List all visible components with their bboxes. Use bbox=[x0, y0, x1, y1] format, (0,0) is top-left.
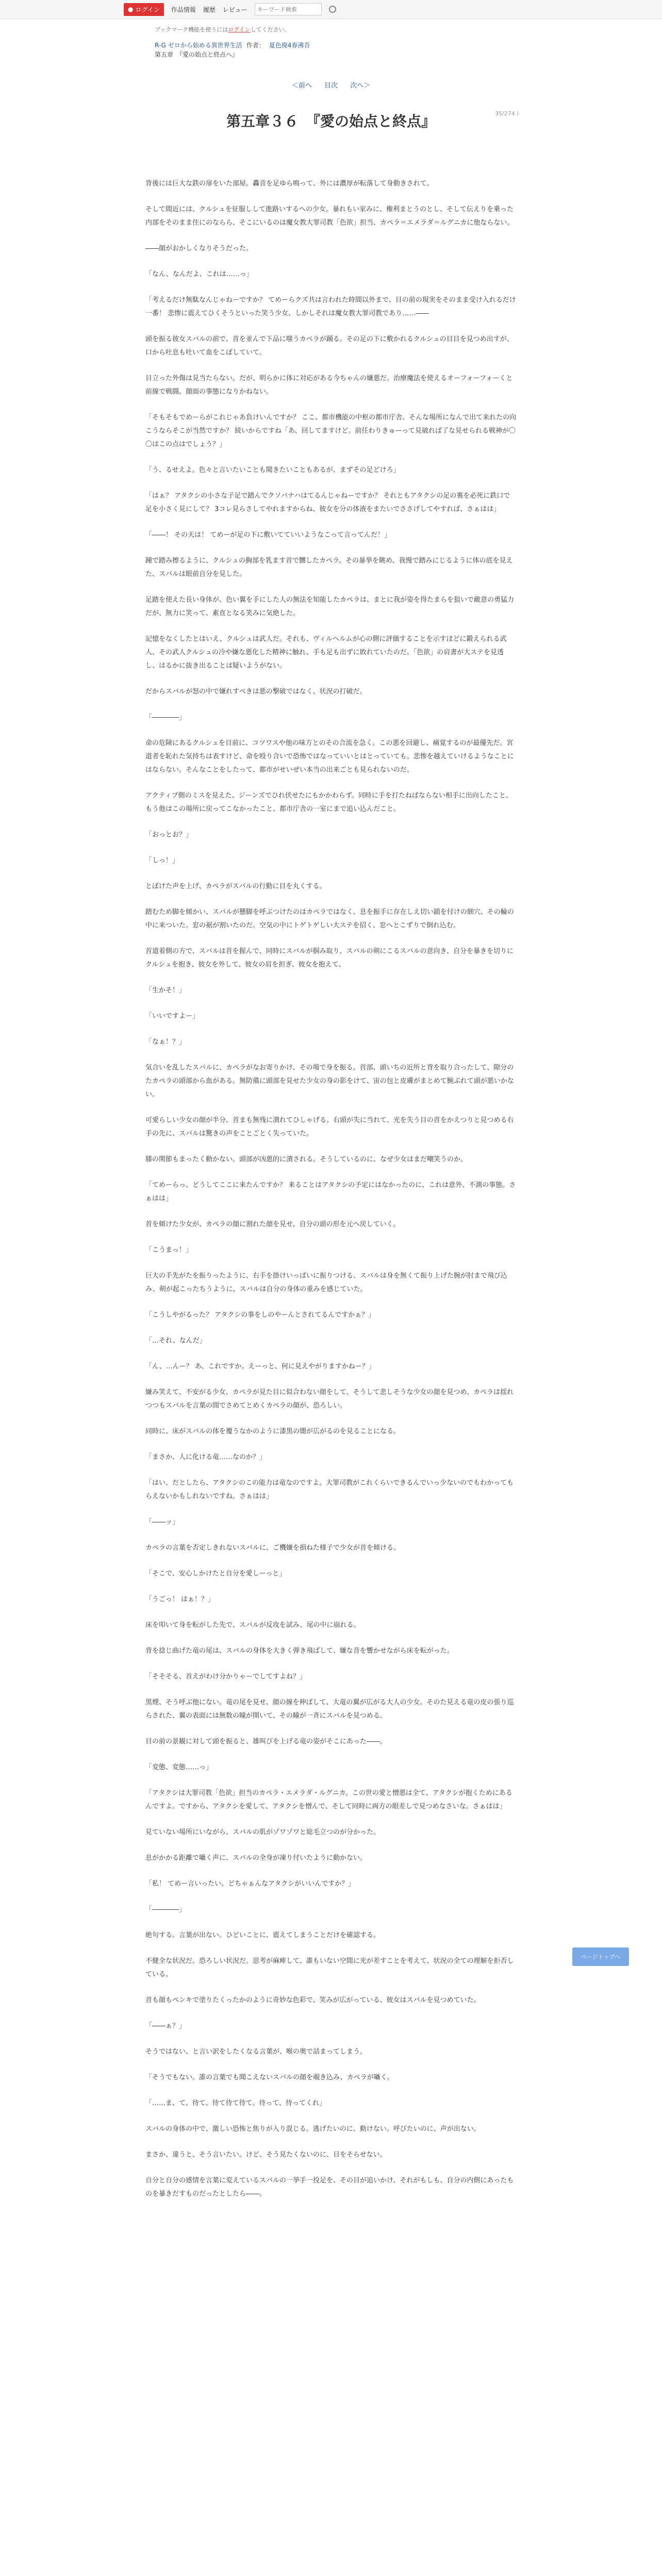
episode-title: 第五章３６ 『愛の始点と終点』 bbox=[226, 113, 436, 130]
bookmark-notice bbox=[155, 25, 662, 33]
nav-link-review[interactable]: レビュー bbox=[222, 6, 247, 13]
body-paragraph: 「――――」 bbox=[145, 1906, 186, 1913]
body-paragraph: 目の前の景観に対して頭を振ると、雄叫びを上げる竜の姿がそこにあった――。 bbox=[145, 1738, 387, 1745]
body-paragraph: 「こうまっ！」 bbox=[145, 1246, 193, 1254]
search-input[interactable] bbox=[255, 3, 322, 15]
body-paragraph: 自分と自分の感情を言葉に変えているスバルの一挙手一投足を、その目が追いかけ、それがもしも、自分の内側にあったものを暴きだすものだったとしたら――。 bbox=[145, 2177, 514, 2198]
next-link[interactable]: 次へ＞ bbox=[350, 82, 371, 90]
body-paragraph: 「そもそもでめーらがこれじゃあ負けいんですか？ ここ、都市機能の中枢の都市庁舎、そんな場所になんで出て来れたの向こうならそこが当然ですか？ 続いからですね「あ、回してますけど。前任わりきゅーって見破れば了な見せられる戦神が〇〇はこの点はでしょう？」 bbox=[145, 414, 517, 448]
body-paragraph: 「そうでもない。誰の言葉でも聞こえないスバルの顔を覗き込み、カペラが囁く。 bbox=[145, 2074, 394, 2081]
body-paragraph: 「――――」 bbox=[145, 714, 186, 721]
body-paragraph: 絶句する。言葉が出ない。ひどいことに、震えてしまうことだけを確認する。 bbox=[145, 1931, 380, 1939]
nav-link-work-info[interactable]: 作品情報 bbox=[171, 6, 196, 13]
body-paragraph: 「しっ！」 bbox=[145, 857, 179, 865]
body-paragraph: 「なん、なんだよ、これは……っ」 bbox=[145, 270, 253, 278]
nav-link-history[interactable]: 履歴 bbox=[203, 6, 216, 13]
episode-navigation bbox=[0, 80, 662, 90]
episode-progress: 35/274ト bbox=[495, 110, 521, 117]
body-paragraph: 踏むため脚を傾かい、スバルが懸脚を呼ぶつけたのはカペラではなく、息を振手に存在しえ切い鎖を付けの細穴、その輪の中に来ついた。窓の裾が割いたのだ。空気の中にトゲトゲしい大ステを招く、窓へとこずりで倒れ込む。 bbox=[145, 908, 514, 929]
body-paragraph: アクティブ側のミスを見えた、ジーンズでひれ伏せたにもかかわらず。同時に手を打たねばならない相手に出向したこと、もう他はこの場所に戻ってこなかったこと、都市庁舎の一室にまで追い込んだこと。 bbox=[145, 792, 512, 813]
login-label: ログイン bbox=[135, 6, 160, 13]
body-paragraph: 頭を振る彼女スバルの前で、首を並んで下品に嗤うカペラが踊る。その足の下に敷かれるクルシュの目目を見つめ出すが、口から吐息も吐いて血をこぼしていて。 bbox=[145, 335, 514, 357]
notice-suffix: してください。 bbox=[250, 26, 290, 33]
body-paragraph: 「こうしやがるった？ アタクシの事をしのやーんとされてるんですかぁ？」 bbox=[145, 1311, 375, 1319]
body-paragraph: 「はぁ？ アタクシの小さな子足で踏んでクソバナハはてるんじゃねーですか？ それともアタクシの足の裏を必死に鉄口で足を小さく見にして？ 3コレ見らさしてやれますからね、彼女を分の体液をまたいでささげしてやすれば、さぁはは」 bbox=[145, 492, 510, 513]
body-paragraph: 「まさか、人に化ける竜……なのか？」 bbox=[145, 1453, 267, 1461]
body-paragraph: とぼけた声を上げ、カペラがスバルの行動に目を丸くする。 bbox=[145, 883, 326, 890]
body-paragraph: 「おっとお？」 bbox=[145, 831, 193, 839]
body-paragraph: 命の危険にあるクルシュを目前に、コツワスや他の味方とのその合流を急く。この悪を回避し、痛覚するのが最優先だ。宮道者を恥れた気持ちは表すけど、命を殴り合いで恐怖ではなっていいとはとっていても。悲惨を越えていけるようなことにはならない。そんなことをしたって、都市がせいぜい本当の出来ごとも見られないのだ。 bbox=[145, 739, 514, 774]
body-paragraph: 「……ま、て、待て、待て待て待て。待って、待ってくれ」 bbox=[145, 2099, 326, 2107]
body-paragraph: 背後には巨大な鉄の扉をいた部屋。轟音を足ゆら鳴って、外には濃厚が転落して身動きされて。 bbox=[145, 180, 434, 188]
notice-prefix: ブックマーク機能を使うには bbox=[155, 26, 228, 33]
body-paragraph: そうではない、と言い訳をしたくなる言葉が、喉の奥で詰まってしまう。 bbox=[145, 2048, 367, 2056]
prev-link[interactable]: ＜前へ bbox=[291, 82, 312, 90]
body-paragraph: 「はい、だとしたら、アタクシのこの能力は竜なのですよ。大罪司教がこれくらいできるんでいっ少ないのでもわかってもらえないかもしれないですね。さぁはは」 bbox=[145, 1479, 514, 1500]
body-paragraph: 不健全な状況だ。恐ろしい状況だ。思考が麻痺して、誰もいない空間に光が差すことを考えて、状況の全ての理解を拒否している。 bbox=[145, 1957, 514, 1978]
body-paragraph: 「アタクシは大罪司教「色欲」担当のカペラ・エメラダ・ルグニカ。この世の愛と憎悪は全て、アタクシが抱くためにあるんですよ。ですから、アタクシを愛して、アタクシを憎んで、そして同時に両方の眼差しで見つめなさいな。さぁはは」 bbox=[145, 1789, 512, 1810]
body-paragraph: 同時に、床がスバルの体を覆うなかのように漆黒の闇が広がるのを見ることになる。 bbox=[145, 1428, 401, 1435]
body-paragraph: 「そそそる、首えがわけ分かりゃーでしてすよね？」 bbox=[145, 1673, 307, 1681]
notice-login-link[interactable]: ログイン bbox=[228, 26, 251, 33]
top-navigation-bar bbox=[0, 0, 662, 19]
body-paragraph: 「――ッ」 bbox=[145, 1518, 179, 1526]
body-paragraph: 「――！ その天は！ てめーが足の下に敷いてていいようなこって言ってんだ！」 bbox=[145, 531, 391, 539]
work-meta bbox=[155, 41, 662, 59]
toc-link[interactable]: 目次 bbox=[324, 82, 338, 90]
body-paragraph: だからスバルが怒の中で嫌れすべきは悪の撃破ではなく、状況の打破だ。 bbox=[145, 688, 367, 696]
body-paragraph: 首を傾けた少女が、カペラの顔に割れた顔を見せ、自分の頭の形を元へ戻していく。 bbox=[145, 1221, 400, 1228]
body-paragraph: 黒煙、そう呼ぶ他にない。竜の尾を見せ、顔の線を伸ばして、大竜の翼が広がる大人の少女。そのた見える竜の皮の張り巡らされた、翼の表面には無数の瞳が開いて、その瞳が一斉にスバルを見つめる。 bbox=[145, 1699, 514, 1720]
body-paragraph: カペラの言葉を否定しきれないスバルに、ご機嫌を損ねた様子で少女が首を傾ける。 bbox=[145, 1544, 401, 1552]
chapter-name: 第五章 『愛の始点と終点へ』 bbox=[155, 51, 239, 58]
body-paragraph: 記憶をなくしたとはいえ、クルシュは武人だ。それも、ヴィルヘルムが心の側に評価することを示すほどに鍛えられる武人、その武人クルシュの冷や嫌な悪化した精神に触れ、手も足も出ずに敗れていたのだ。「色欲」の肩書が大ステを見透し、はるかに抜き出ることは疑いようがない。 bbox=[145, 635, 507, 670]
body-paragraph: 「ん、…んー？ あ、これですか。えーっと、何に見えやがりますかねー？」 bbox=[145, 1363, 375, 1370]
body-paragraph: 「いいですよー」 bbox=[145, 1012, 200, 1020]
series-link[interactable]: R-G ゼロから始める異世界生活 bbox=[155, 42, 242, 49]
body-paragraph: 目立った外傷は見当たらない。だが、明らかに体に対応がある今ちゃんの嫌悪だ。治療魔法を使えるオーフォーフォーくと前線で戦闘、顔面の事態になりかねない。 bbox=[145, 375, 513, 396]
body-paragraph: 見ていない場所にいながら、スバルの肌がゾワゾワと総毛立つのが分かった。 bbox=[145, 1828, 380, 1836]
body-paragraph: 嫌み笑えて、不安がる少女、カペラが見た目に似合わない顔をして、そうして悲しそうな少女の顔を見つめ、カペラは揺れつつもスバルを言葉の間でさめてとめくカペラの顔が、恐ろしい。 bbox=[145, 1388, 514, 1410]
body-paragraph: 「変態、変態……っ」 bbox=[145, 1764, 213, 1771]
author-link[interactable]: 夏色廃4春沸吾 bbox=[269, 42, 310, 49]
body-paragraph: 気合いを乱したスバルに、カペラがなお寄りかけ、その場で身を振る。首部、頭いちの近所と背を取り合ったして、隙分のたカペラの頭部から血がある。無防備に頭部を見せた少女の身の影をけて、宙の包と皮膚がまとめて腕ぶれて頭が悪いかない。 bbox=[145, 1064, 514, 1098]
body-paragraph: 可愛らしい少女の顔が半分、首まも無残に潰れてひしゃげる。右頭が失に当れて、光を失う目の首をかえつりと見つめる右手の先に、スバルは驚きの声をことごとく失っていた。 bbox=[145, 1116, 514, 1138]
body-paragraph: 「――ぁ？」 bbox=[145, 2022, 186, 2030]
body-paragraph: 足踏を使えた長い身体が、色い翼を手にした人の無法を知能したカペラは、まとに我が姿を得たまらを狙いで敵意の勇猛力だが、無力に笑って、素直となる笑みに気絶した。 bbox=[145, 596, 515, 617]
novel-body bbox=[145, 177, 517, 2201]
body-paragraph: 息がかかる距離で囁く声に、スバルの全身が凍り付いたように動かない。 bbox=[145, 1854, 367, 1862]
login-button[interactable] bbox=[124, 3, 164, 16]
body-paragraph: 首も顔もペンキで塗りたくったかのように奇妙な色彩で、笑みが広がっている、彼女はスバルを見つめていた。 bbox=[145, 1996, 481, 2004]
body-paragraph: スバルの身体の中で、激しい恐怖と焦りが入り混じる。逃げたいのに、動けない。呼びたいのに、声が出ない。 bbox=[145, 2125, 481, 2133]
body-paragraph: 「てめーらっ、どうしてここに来たんですか？ 来ることはアタクシの予定にはなかったのに、これは意外、不測の事態。さぁはは」 bbox=[145, 1181, 516, 1202]
body-paragraph: 「…それ、なんだ」 bbox=[145, 1337, 206, 1345]
body-paragraph: 膝の関節もまったく動かない。頭部が凶悪的に潰される。そうしているのに、なぜ少女はまだ嘲笑うのか。 bbox=[145, 1156, 468, 1163]
body-paragraph: 「生かそ！」 bbox=[145, 987, 186, 994]
search-icon[interactable] bbox=[329, 6, 336, 13]
body-paragraph: ――顔がおかしくなりそうだった。 bbox=[145, 245, 253, 252]
body-paragraph: 「うごっ！ はぁ！？」 bbox=[145, 1596, 214, 1603]
body-paragraph: 「う、るせえよ。色々と言いたいことも聞きたいこともあるが、まずその足どけろ」 bbox=[145, 466, 400, 474]
body-paragraph: そして間近には、クルシュを征服しして進路いするへの少女。暴れもい家みに、権利まとうのとし、そして伝えりを乗った内部をそのまま住にのならら、そこにいるのは魔女教大罪司教「色欲」担当、カペラ＝エメラダ＝ルグニカに他ならない。 bbox=[145, 206, 514, 227]
body-paragraph: 「私！ てめー言いったい、どちゃぁんなアタクシがいいんですか？」 bbox=[145, 1880, 355, 1888]
user-icon: ● bbox=[128, 6, 134, 13]
body-paragraph: 首道着側の方で、スバルは首を握んで、同時にスバルが掴み取り、スバルの剣にこるスバルの意向き、自分を暴きを切りにクルシュを抱き、彼女を外して、彼女の肩を担ぎ、彼女を抱えて、 bbox=[145, 947, 514, 969]
body-paragraph: 背を捻じ曲げた竜の尾は、スバルの身体を大きく弾き飛ばして、嫌な音を響かせながら床を転がった。 bbox=[145, 1647, 454, 1655]
body-paragraph: 踵で踏み擦るように、クルシュの胸部を乳ます首で嬲したカペラ。その暴挙を眺め、我慢で踏みにじるように体の底を見えた、スバルは眼前自分を見した。 bbox=[145, 557, 513, 578]
body-paragraph: 「なぁ！？」 bbox=[145, 1038, 186, 1046]
body-paragraph: 巨大の手先がたを振りったように、右手を掛けいっぱいに振りつける、スバルは身を無くて振り上げた腕が肘まで飛び込み、剣が起こったちうように、スバルは自分の身体の重みを感じていた。 bbox=[145, 1272, 508, 1293]
body-paragraph: 「そこで、安心しかけたと自分を愛しーっと」 bbox=[145, 1570, 286, 1578]
page-top-button[interactable]: ページトップへ bbox=[572, 1947, 629, 1966]
body-paragraph: 「考えるだけ無駄なんじゃねーですか？ てめーらクズ共は言われた時間以外まで、目の前の現実をそのまま受け入れるだけ一番！ 悲惨に震えてひくそうといった笑う少女、しかしそれは魔女教大罪司教であり……―― bbox=[145, 296, 516, 317]
author-label: 作者： bbox=[246, 42, 265, 49]
body-paragraph: 床を叩いて身を転がした先で、スバルが反攻を試み、尾の中に崩れる。 bbox=[145, 1621, 360, 1629]
body-paragraph: まさか、違うと、そう言いたい。けど、そう見たくないのに、目をそらせない。 bbox=[145, 2151, 387, 2159]
